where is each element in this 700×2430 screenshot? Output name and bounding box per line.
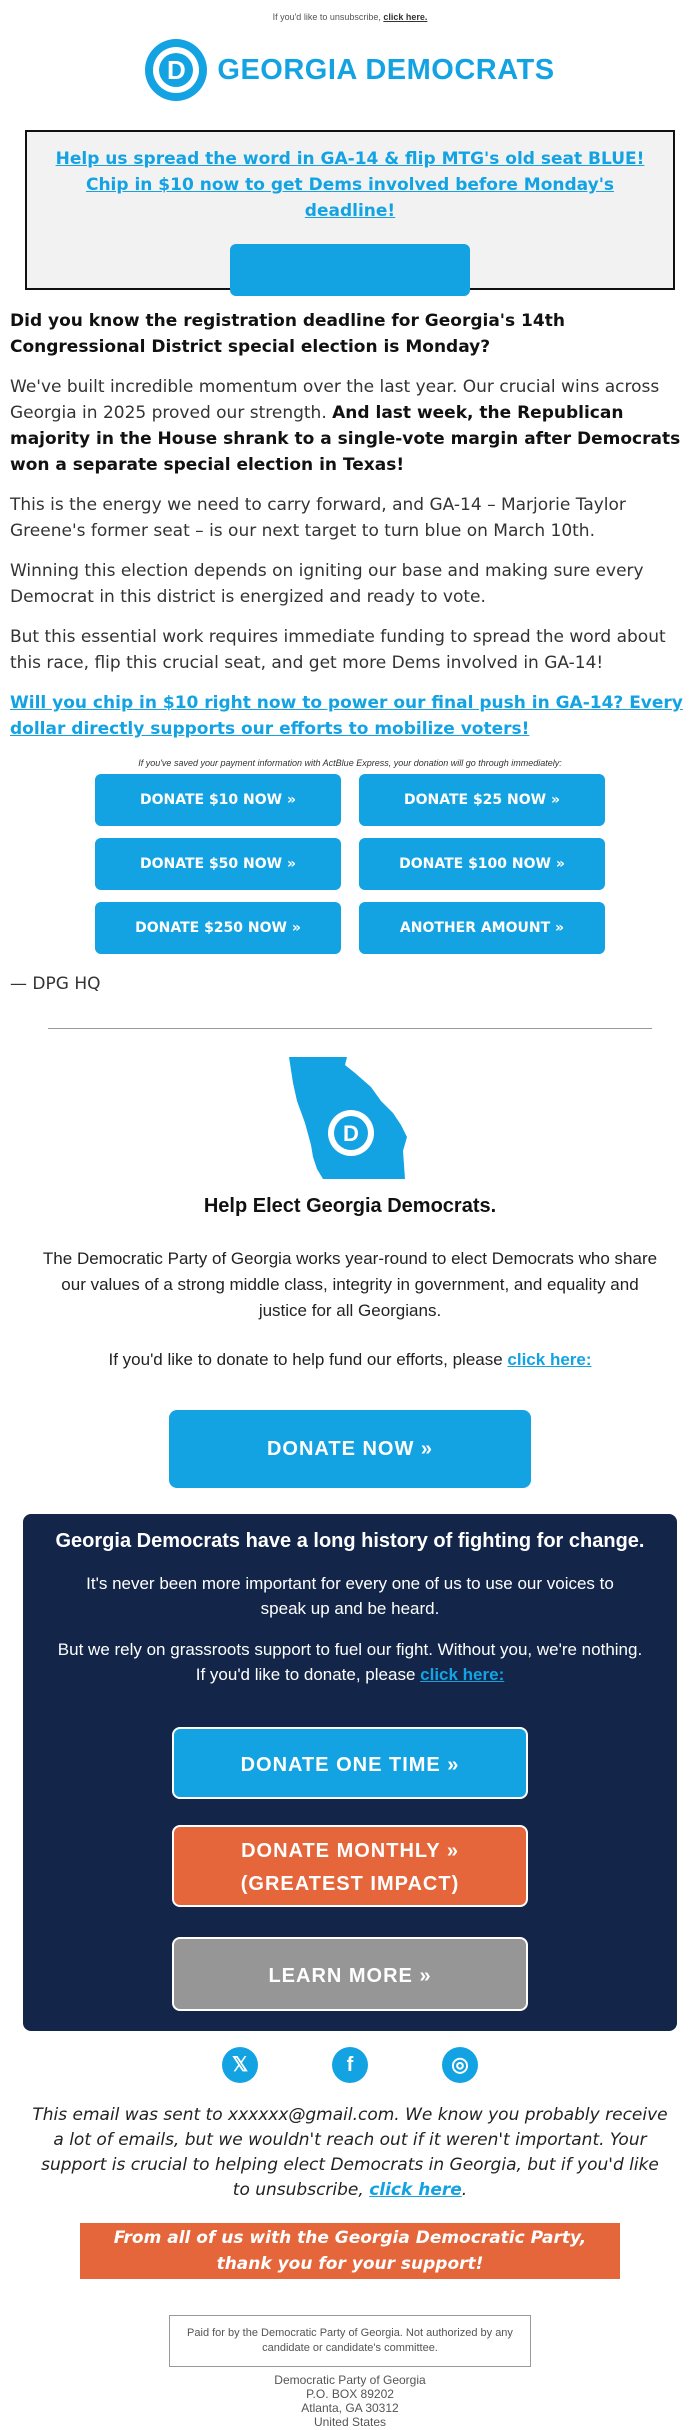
donate-10-now-button[interactable]: DONATE $10 NOW » <box>95 774 341 826</box>
footer-click-here-link[interactable]: click here: <box>507 1350 592 1369</box>
map-d-letter: D <box>343 1121 359 1146</box>
paragraph-energy: This is the energy we need to carry forward, and GA-14 – Marjorie Taylor Greene's former seat – is our next target to turn blue on March 10th. <box>10 495 626 541</box>
footer-title: Help Elect Georgia Democrats. <box>203 1195 497 1217</box>
paragraph-momentum: We've built incredible momentum over the last year. Our crucial wins across Georgia in 2025 proved our strength. And last week, the Republican majority in the House shrank to a single-vote margin after Democrats won a separate special election in Texas! <box>10 377 681 475</box>
facebook-icon[interactable]: f <box>332 2047 368 2083</box>
email-body <box>0 308 700 742</box>
unsubscribe-prefix: If you'd like to unsubscribe, <box>272 12 381 22</box>
donate-one-time-button[interactable]: DONATE ONE TIME » <box>172 1727 528 1799</box>
promo-box <box>25 130 675 290</box>
georgia-map-icon <box>0 1053 700 1183</box>
donate-monthly-button[interactable]: DONATE MONTHLY » (GREATEST IMPACT) <box>172 1825 528 1907</box>
paragraph-winning: Winning this election depends on igniting our base and making sure every Democrat in this district is energized and ready to vote. <box>10 561 644 607</box>
x-icon[interactable]: 𝕏 <box>222 2047 258 2083</box>
divider <box>48 1028 652 1029</box>
donate-250-now-button[interactable]: DONATE $250 NOW » <box>95 902 341 954</box>
donate-button-grid <box>0 774 700 954</box>
top-unsubscribe-line <box>0 0 700 22</box>
history-panel <box>23 1514 677 2031</box>
logo-text: GEORGIA DEMOCRATS <box>217 53 555 86</box>
social-links <box>0 2047 700 2083</box>
another-amount-button[interactable]: ANOTHER AMOUNT » <box>359 902 605 954</box>
footer-mission-text: The Democratic Party of Georgia works year-round to elect Democrats who share our values of a strong middle class, integrity in government, and equality and justice for all Georgians. <box>42 1249 658 1320</box>
georgia-democrats-logo <box>0 38 700 102</box>
thank-you-banner: From all of us with the Georgia Democratic Party, thank you for your support! <box>80 2223 620 2279</box>
mailing-address: Democratic Party of Georgia P.O. BOX 89202 Atlanta, GA 30312 United States <box>274 2373 426 2429</box>
donate-25-now-button[interactable]: DONATE $25 NOW » <box>359 774 605 826</box>
footer-donate-line: If you'd like to donate to help fund our efforts, please click here: <box>108 1350 592 1369</box>
unsubscribe-link[interactable]: click here. <box>383 12 428 22</box>
learn-more-button[interactable]: LEARN MORE » <box>172 1937 528 2011</box>
promo-link[interactable]: Help us spread the word in GA-14 & flip MTG's old seat BLUE! Chip in $10 now to get Dems involved before Monday's deadline! <box>55 149 645 221</box>
history-click-here-link[interactable]: click here: <box>420 1665 505 1684</box>
chip-in-link[interactable]: Will you chip in $10 right now to power our final push in GA-14? Every dollar directly supports our efforts to mobilize voters! <box>10 693 683 739</box>
logo-d-icon: D <box>145 39 207 101</box>
history-text-voices: It's never been more important for every one of us to use our voices to speak up and be heard. <box>86 1574 614 1618</box>
history-text-grassroots: But we rely on grassroots support to fuel our fight. Without you, we're nothing. If you'd like to donate, please click here: <box>57 1640 643 1684</box>
donate-10-button[interactable]: DONATE $10 <box>230 244 470 296</box>
donate-100-now-button[interactable]: DONATE $100 NOW » <box>359 838 605 890</box>
lead-question: Did you know the registration deadline for Georgia's 14th Congressional District special election is Monday? <box>10 311 565 357</box>
paragraph-funding: But this essential work requires immediate funding to spread the word about this race, flip this crucial seat, and get more Dems involved in GA-14! <box>10 627 666 673</box>
actblue-express-note: If you've saved your payment information with ActBlue Express, your donation will go through immediately: <box>138 758 562 768</box>
email-notice: This email was sent to xxxxxx@gmail.com. We know you probably receive a lot of emails, but we wouldn't reach out if it weren't important. Your support is crucial to helping elect Democrats in Georgia, but if you'd like to unsubscribe, click here. <box>32 2105 668 2200</box>
instagram-icon[interactable]: ◎ <box>442 2047 478 2083</box>
history-title: Georgia Democrats have a long history of fighting for change. <box>55 1530 645 1552</box>
paid-for-disclaimer: Paid for by the Democratic Party of Georgia. Not authorized by any candidate or candidate's committee. <box>169 2315 531 2367</box>
donate-50-now-button[interactable]: DONATE $50 NOW » <box>95 838 341 890</box>
bottom-unsubscribe-link[interactable]: click here <box>369 2180 462 2200</box>
signature: — DPG HQ <box>10 974 101 994</box>
donate-now-button[interactable]: DONATE NOW » <box>169 1410 531 1488</box>
